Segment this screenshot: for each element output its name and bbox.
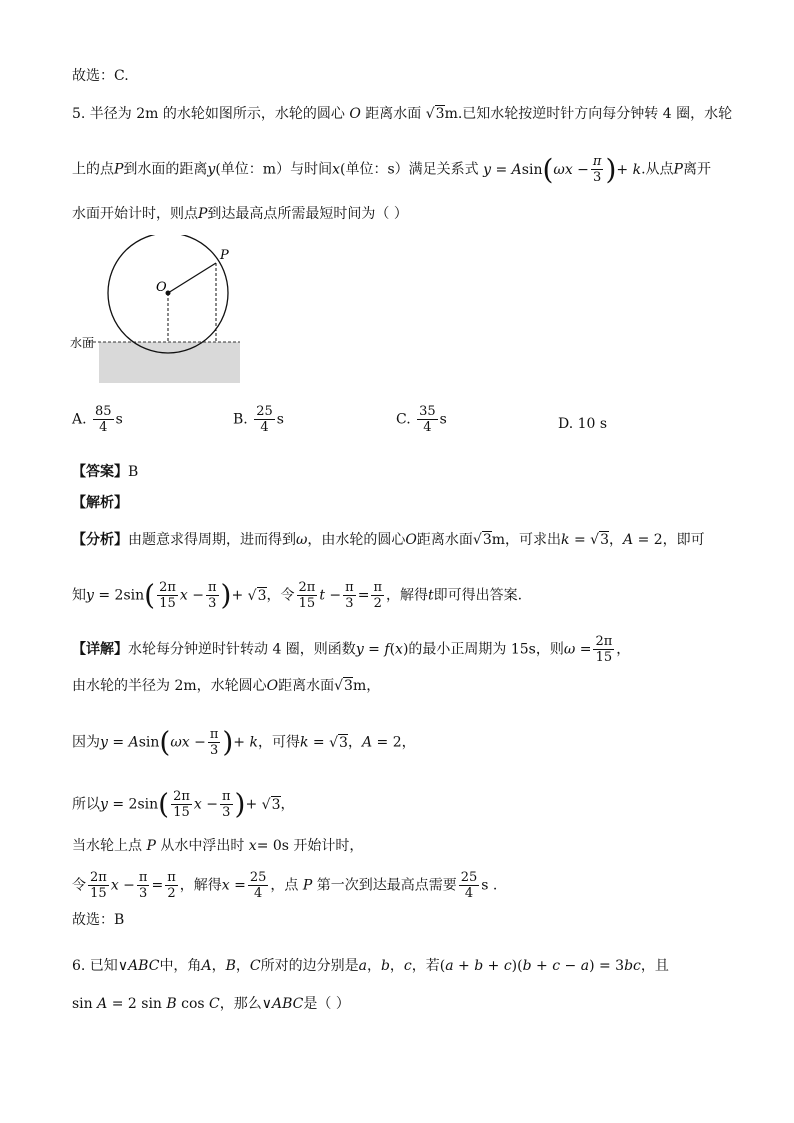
analysis-label: 【解析】 xyxy=(72,495,128,511)
option-num: 85 xyxy=(95,404,112,419)
option-unit: s xyxy=(115,411,123,428)
xj-text: ，可得 xyxy=(257,734,300,751)
q6-text: ，若 xyxy=(411,958,440,974)
q5-line-1: 5. 半径为 2m 的水轮如图所示，水轮的圆心 O 距离水面 √3m.已知水轮按逆时针方向每分钟转 4 圈，水轮 xyxy=(72,106,733,122)
fenxi-text: ，由水轮的圆心 xyxy=(307,532,406,548)
option-den: 4 xyxy=(423,420,432,435)
analysis-tag xyxy=(72,493,128,513)
fenxi-label: 【分析】 xyxy=(72,532,128,548)
answer-value: B xyxy=(128,464,139,480)
water-area xyxy=(99,342,240,383)
option-text: 10 s xyxy=(577,416,608,432)
label-P: P xyxy=(220,248,229,263)
q5-text: 上的点 xyxy=(72,161,114,178)
xj-text: 的最小正周期为 15s，则 xyxy=(408,641,564,658)
fenxi-text: ，解得 xyxy=(386,587,428,604)
answer-line xyxy=(72,462,138,482)
radius-OP xyxy=(168,263,216,293)
answer-tag: 【答案】 xyxy=(72,464,128,480)
fenxi-text: m，可求出 xyxy=(491,532,562,548)
xiangjie-line-3: 因为y = Asin(ωx − $\frac{\pi}{3}$ )+ k，可得k = √3，A = 2， xyxy=(72,725,416,759)
fenxi-text: 知 xyxy=(72,587,86,604)
fenxi-text: ，即可 xyxy=(662,532,705,548)
option-d xyxy=(558,416,607,432)
q5-text: 水面开始计时，则点 xyxy=(72,206,198,222)
xiangjie-line-6: 令 $\frac{2\pi}{15}$ x − $\frac{\pi}{3}$ = $\frac{\pi}{2}$ ，解得x = $\frac{25}{4}$ ，点 P 第一次到达最高点需要 $\frac{25}{4}$ s . xyxy=(72,870,498,901)
waterwheel-figure xyxy=(70,235,250,387)
option-num: 25 xyxy=(256,404,273,419)
formula-y-asin: y = Asin(ωx − $\frac{\pi}{3}$ )+ k xyxy=(483,152,642,186)
option-num: 35 xyxy=(419,404,436,419)
xiangjie-line-5: 当水轮上点 P 从水中浮出时 x= 0s 开始计时， xyxy=(72,838,364,854)
prev-answer: 故选：C. xyxy=(72,68,129,84)
q5-text: (单位：s）满足关系式 xyxy=(340,161,479,178)
xj-text: 当水轮上点 xyxy=(72,838,142,854)
xiangjie-line-4: 所以y = 2sin( $\frac{2\pi}{15}$ x − $\frac{\pi}{3}$ )+ √3， xyxy=(72,787,295,821)
option-unit: s xyxy=(276,411,284,428)
q5-text: m.已知水轮按逆时针方向每分钟转 4 圈，水轮 xyxy=(444,106,733,122)
xj-text: 由水轮的半径为 2m，水轮圆心 xyxy=(72,678,267,694)
xiangjie-line-2: 由水轮的半径为 2m，水轮圆心O距离水面√3m， xyxy=(72,678,381,694)
xj-text: 从水中浮出时 xyxy=(160,838,245,854)
option-den: 4 xyxy=(99,420,108,435)
fenxi-text: ，令 xyxy=(266,587,295,604)
q6-text: 中，角 xyxy=(159,958,202,974)
xj-text: 令 xyxy=(72,877,86,894)
xj-text: ，点 xyxy=(270,877,299,894)
q6-text: ，且 xyxy=(640,958,669,974)
xj-text: m， xyxy=(352,678,381,694)
xiangjie-label: 【详解】 xyxy=(72,641,128,658)
q5-text: .从点 xyxy=(641,161,674,178)
q5-text: 5. 半径为 2m 的水轮如图所示，水轮的圆心 xyxy=(72,106,345,122)
q5-text: 到达最高点所需最短时间为（ ） xyxy=(207,206,408,222)
fenxi-text: 即可得出答案. xyxy=(433,587,523,604)
fenxi-text: 距离水面 xyxy=(416,532,473,548)
q5-text: (单位：m）与时间 xyxy=(215,161,333,178)
q5-text: 到水面的距离 xyxy=(123,161,208,178)
option-letter: B. xyxy=(233,411,248,428)
xj-text: 第一次到达最高点需要 xyxy=(316,877,457,894)
q6-text: 是（ ） xyxy=(303,996,350,1012)
xj-text: 因为 xyxy=(72,734,100,751)
q6-text: 6. 已知 xyxy=(72,958,118,974)
option-c xyxy=(396,404,447,435)
q5-line-2: 上的点P到水面的距离y(单位：m）与时间x(单位：s）满足关系式 y = Asin(ωx − $\frac{\pi}{3}$ )+ k.从点P离开 xyxy=(72,152,711,186)
q6-text: ，那么 xyxy=(219,996,262,1012)
xj-text: 距离水面 xyxy=(278,678,335,694)
option-b xyxy=(233,404,284,435)
q6-line-2: sin A = 2 sin B cos C，那么∨ABC是（ ） xyxy=(72,996,350,1012)
option-a xyxy=(72,404,123,435)
final-answer: 故选：B xyxy=(72,912,125,928)
option-unit: s xyxy=(439,411,447,428)
q5-text: 距离水面 xyxy=(365,106,422,122)
xj-text: ，解得 xyxy=(179,877,222,894)
sqrt3: √3 xyxy=(425,106,445,122)
option-letter: D. xyxy=(558,416,574,432)
fenxi-line-1: 【分析】由题意求得周期，进而得到ω，由水轮的圆心O距离水面√3m，可求出k = √3，A = 2，即可 xyxy=(72,532,705,548)
label-O: O xyxy=(156,280,167,295)
option-letter: C. xyxy=(396,411,411,428)
option-letter: A. xyxy=(72,411,87,428)
q5-text: 离开 xyxy=(682,161,711,178)
xj-text: 水轮每分钟逆时针转动 4 圈，则函数 xyxy=(128,641,356,658)
q5-line-3: 水面开始计时，则点P到达最高点所需最短时间为（ ） xyxy=(72,206,408,222)
xj-text: = 0s 开始计时， xyxy=(256,838,364,854)
option-den: 4 xyxy=(260,420,269,435)
fenxi-line-2: 知y = 2sin( $\frac{2\pi}{15}$ x − $\frac{\pi}{3}$ )+ √3，令 $\frac{2\pi}{15}$ t − $\frac{\pi}{3}$ = $\frac{\pi}{2}$ ，解得t即可得出答案. xyxy=(72,578,523,612)
label-water: 水面 xyxy=(70,336,95,350)
q6-line-1: 6. 已知∨ABC中，角A，B，C所对的边分别是a，b，c，若(a + b + c)(b + c − a) = 3bc，且 xyxy=(72,958,669,974)
xiangjie-line-1: 【详解】水轮每分钟逆时针转动 4 圈，则函数y = f(x)的最小正周期为 15s，则ω = $\frac{2\pi}{15}$ ， xyxy=(72,634,631,665)
q6-text: 所对的边分别是 xyxy=(260,958,359,974)
fenxi-text: 由题意求得周期，进而得到 xyxy=(128,532,296,548)
xj-text: 所以 xyxy=(72,796,100,813)
